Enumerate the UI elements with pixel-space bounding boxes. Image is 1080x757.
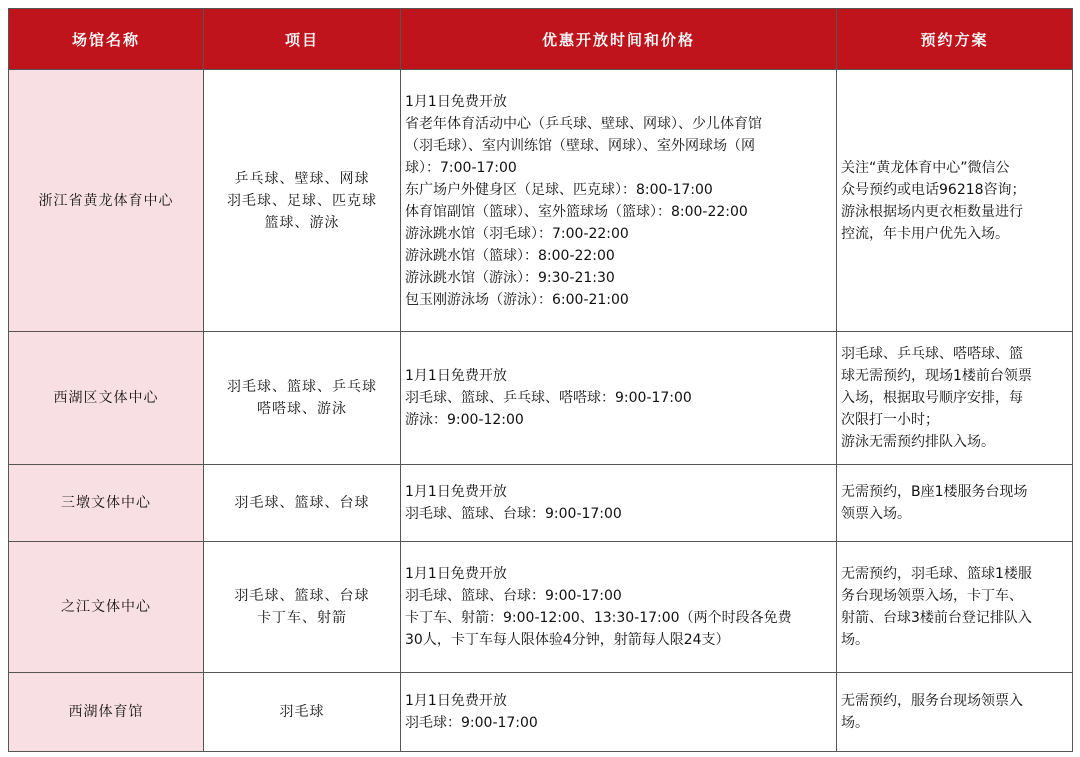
- header-venue-name: 场馆名称: [9, 9, 204, 70]
- table-row: [9, 465, 1073, 542]
- projects-cell: [204, 70, 401, 332]
- hours-line: 游泳跳水馆（篮球）：8:00-22:00: [405, 247, 615, 264]
- projects-cell: [204, 673, 401, 752]
- hours-line: 包玉刚游泳场（游泳）：6:00-21:00: [405, 291, 629, 308]
- hours-line: 1月1日免费开放: [405, 566, 507, 582]
- projects-cell: [204, 542, 401, 673]
- booking-cell: [837, 673, 1073, 752]
- table-row: [9, 673, 1073, 752]
- venue-name-cell: [9, 70, 204, 332]
- booking-line: 关注“黄龙体育中心”微信公: [841, 159, 1010, 176]
- booking-cell: [837, 332, 1073, 465]
- hours-line: 游泳跳水馆（羽毛球）：7:00-22:00: [405, 225, 629, 242]
- project-line: 羽毛球、篮球、台球: [234, 495, 370, 511]
- hours-cell: [401, 70, 837, 332]
- venue-name: 之江文体中心: [61, 599, 151, 615]
- booking-cell: [837, 465, 1073, 542]
- hours-line: 羽毛球：9:00-17:00: [405, 715, 538, 731]
- booking-line: 控流，年卡用户优先入场。: [841, 225, 1009, 242]
- projects-cell: [204, 465, 401, 542]
- hours-line: 体育馆副馆（篮球）、室外篮球场（篮球）：8:00-22:00: [405, 203, 748, 220]
- hours-line: 卡丁车、射箭：9:00-12:00、13:30-17:00（两个时段各免费: [405, 610, 792, 626]
- table-row: [9, 542, 1073, 673]
- hours-line: 羽毛球、篮球、台球：9:00-17:00: [405, 506, 622, 522]
- hours-line: 羽毛球、篮球、台球：9:00-17:00: [405, 588, 622, 604]
- booking-line: 羽毛球、乒乓球、嗒嗒球、篮: [841, 346, 1023, 362]
- project-line: 羽毛球、篮球、台球: [234, 588, 370, 604]
- header-hours-price: 优惠开放时间和价格: [401, 9, 837, 70]
- hours-line: （羽毛球）、室内训练馆（壁球、网球）、室外网球场（网: [405, 137, 755, 154]
- hours-line: 游泳跳水馆（游泳）：9:30-21:30: [405, 269, 615, 286]
- hours-line: 30人，卡丁车每人限体验4分钟，射箭每人限24支）: [405, 632, 730, 648]
- booking-line: 游泳无需预约排队入场。: [841, 434, 995, 450]
- header-booking: 预约方案: [837, 9, 1073, 70]
- project-line: 嗒嗒球、游泳: [257, 401, 347, 417]
- booking-line: 众号预约或电话96218咨询；: [841, 181, 1026, 198]
- venue-name-cell: [9, 673, 204, 752]
- hours-line: 羽毛球、篮球、乒乓球、嗒嗒球：9:00-17:00: [405, 390, 692, 406]
- booking-line: 游泳根据场内更衣柜数量进行: [841, 203, 1023, 220]
- venue-name: 三墩文体中心: [61, 495, 151, 511]
- project-line: 羽毛球、篮球、乒乓球: [227, 379, 377, 395]
- hours-line: 游泳：9:00-12:00: [405, 412, 524, 428]
- venue-name-cell: [9, 465, 204, 542]
- hours-line: 省老年体育活动中心（乒乓球、壁球、网球）、少儿体育馆: [405, 115, 762, 132]
- hours-cell: [401, 673, 837, 752]
- booking-line: 无需预约，服务台现场领票入: [841, 693, 1023, 709]
- venue-name: 西湖区文体中心: [53, 390, 159, 406]
- hours-line: 东广场户外健身区（足球、匹克球）：8:00-17:00: [405, 181, 713, 198]
- hours-line: 1月1日免费开放: [405, 484, 507, 500]
- hours-line: 1月1日免费开放: [405, 368, 507, 384]
- hours-line: 球）：7:00-17:00: [405, 159, 517, 176]
- project-line: 乒乓球、壁球、网球: [234, 170, 370, 187]
- venue-name-cell: [9, 332, 204, 465]
- hours-cell: [401, 542, 837, 673]
- booking-line: 务台现场领票入场，卡丁车、: [841, 588, 1023, 604]
- booking-line: 射箭、台球3楼前台登记排队入: [841, 610, 1032, 626]
- hours-cell: [401, 332, 837, 465]
- project-line: 羽毛球: [279, 704, 325, 720]
- venue-name-cell: [9, 542, 204, 673]
- venue-name: 浙江省黄龙体育中心: [38, 192, 174, 209]
- projects-cell: [204, 332, 401, 465]
- project-line: 卡丁车、射箭: [257, 610, 347, 626]
- venue-table: [8, 8, 1073, 752]
- booking-line: 无需预约，羽毛球、篮球1楼服: [841, 566, 1032, 582]
- hours-line: 1月1日免费开放: [405, 93, 507, 110]
- booking-line: 场。: [841, 632, 869, 648]
- header-projects: 项目: [204, 9, 401, 70]
- table-header-row: [9, 9, 1073, 70]
- hours-line: 1月1日免费开放: [405, 693, 507, 709]
- project-line: 羽毛球、足球、匹克球: [227, 192, 377, 209]
- booking-line: 场。: [841, 715, 869, 731]
- table-row: [9, 332, 1073, 465]
- booking-cell: [837, 542, 1073, 673]
- booking-line: 次限打一小时；: [841, 412, 939, 428]
- venue-name: 西湖体育馆: [68, 704, 144, 720]
- booking-line: 球无需预约，现场1楼前台领票: [841, 368, 1032, 384]
- hours-cell: [401, 465, 837, 542]
- booking-cell: [837, 70, 1073, 332]
- booking-line: 无需预约，B座1楼服务台现场: [841, 484, 1028, 500]
- project-line: 篮球、游泳: [264, 214, 340, 231]
- booking-line: 领票入场。: [841, 506, 911, 522]
- booking-line: 入场，根据取号顺序安排，每: [841, 390, 1023, 406]
- table-row: [9, 70, 1073, 332]
- table-body: [9, 70, 1073, 752]
